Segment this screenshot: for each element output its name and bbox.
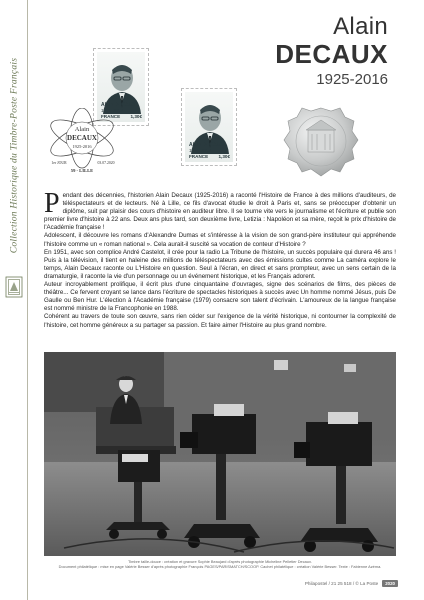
stamp-country: FRANCE xyxy=(189,154,209,159)
side-strip xyxy=(0,0,28,600)
postmark-name-last: DECAUX xyxy=(67,134,97,142)
paragraph: Pendant des décennies, l'historien Alain Decaux (1925-2016) a raconté l'Histoire de France à des millions d'auditeurs, de téléspectateurs et de lecteurs. Né à Lille, ce fils d'avocat étudie le droit à Paris et, sans se préoccuper d'obtenir un diplôme, suit par plaisir des cours d'histoire en auditeur libre. Il se tourne vite vers le journalisme et l'écriture et publie son premier livre d'histoire à 22 ans. Deux ans plus tard, son deuxième livre, Letizia : Napoléon et sa mère, reçoit le prix d'histoire de l'Académie française ! xyxy=(44,188,396,232)
stamp-name: Alain DECAUX xyxy=(189,142,224,148)
credits-line: Timbre taille-douce : création et gravure Sophie Beaujard d'après photographie Micheline Pelletier Decaux. xyxy=(128,559,312,564)
biography-text xyxy=(44,188,396,330)
tv-studio-photo-icon xyxy=(44,352,396,556)
footer xyxy=(305,580,398,587)
postmark-issue-date: 1er JOUR xyxy=(51,161,67,165)
collection-title: Collection Historique du Timbre-Poste Français xyxy=(8,57,20,254)
paragraph: En 1951, avec son complice André Castelot, il crée pour la radio La Tribune de l'histoire, un succès populaire qui durera 46 ans ! Puis à la télévision, il tient en haleine des millions de téléspectateurs avec des émissions cultes comme La caméra explore le temps, Alain Decaux raconte ou L'Histoire en question. Seul à l'écran, en direct et sans prompteur, avec un sens certain de la dramaturgie, il raconte la vie d'un personnage ou un événement historique, et les Français adorent. xyxy=(44,248,396,280)
footer-reference: Philapostel / 21 25 518 / © La Poste xyxy=(304,581,379,586)
postmark-dates: 1925-2016 xyxy=(72,144,92,149)
title-last-name: DECAUX xyxy=(275,39,388,69)
stamp-right xyxy=(181,88,237,166)
title-years: 1925-2016 xyxy=(316,71,388,88)
tv-studio-photo xyxy=(44,352,396,556)
postmark-place: 59 - LILLE xyxy=(70,168,94,173)
dropcap: P xyxy=(44,188,60,219)
paragraph: Adolescent, il découvre les romans d'Alexandre Dumas et s'intéresse à la vision de son grand-père instituteur qui appréhende l'histoire comme un « roman national ». Cela aurait-il suscité sa vocation de conteur d'Histoire ? xyxy=(44,232,396,248)
paragraph: Cohérent au travers de toute son œuvre, sans rien céder sur l'exigence de la vérité historique, ni contourner la complexité de l'histoire, cet homme généreux a su partager sa passion. Et faire aimer l'Histoire au plus grand nombre. xyxy=(44,313,396,329)
page-title xyxy=(275,14,388,88)
credits-line: Document philatélique : mise en page Valérie Besser d'après photographie François PAGES/PARISMATCH/SCOOP. Cachet philatélique : création Valérie Besser. Texte : Fabienne Azéma. xyxy=(58,564,382,570)
year-badge: 2020 xyxy=(382,580,398,587)
first-day-postmark xyxy=(38,108,126,178)
stamp-dates: 1925-2016 xyxy=(189,148,211,153)
postmark-date: 03.07.2020 xyxy=(97,161,115,165)
stamp-price: 1,30€ xyxy=(218,154,230,159)
stamp-price: 1,30€ xyxy=(130,114,142,119)
stamp-name: Alain DECAUX xyxy=(101,102,136,108)
collection-logo-icon xyxy=(5,276,23,298)
stamp-country: FRANCE xyxy=(101,114,121,119)
title-first-name: Alain xyxy=(333,13,388,40)
stamp-dates: 1925-2016 xyxy=(101,108,123,113)
postmark-name-first: Alain xyxy=(74,126,90,133)
silver-medal-icon xyxy=(282,104,360,184)
credits xyxy=(44,559,396,569)
paragraph: Auteur incroyablement prolifique, il écrit plus d'une cinquantaine d'ouvrages, signe des scénarios de films, des pièces de théâtre... Ce fervent croyant se lance dans l'écriture de spectacles historiques à succès avec Un homme nommé Jésus, puis De Gaulle ou Ben Hur. L'élection à l'Académie française (1979) consacre son talent d'écrivain. L'amoureux de la langue française est nommé ministre de la Francophonie en 1988. xyxy=(44,281,396,313)
